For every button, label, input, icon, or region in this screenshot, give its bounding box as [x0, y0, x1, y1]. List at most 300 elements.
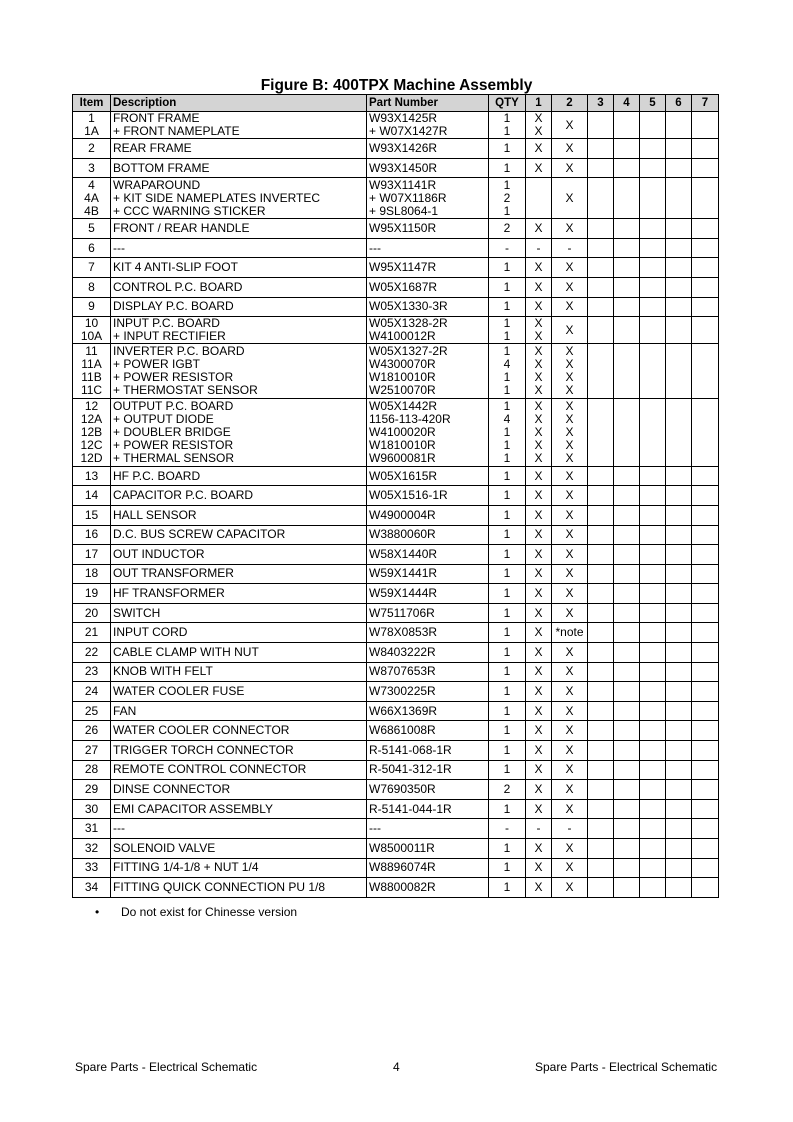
cell-description: WRAPAROUND + KIT SIDE NAMEPLATES INVERTEC + CCC WARNING STICKER [111, 178, 367, 219]
table-row [73, 112, 719, 139]
cell-item: 27 [73, 741, 111, 761]
cell-item: 24 [73, 682, 111, 702]
cell-version-2: X X X X X [552, 398, 588, 466]
cell-description: CABLE CLAMP WITH NUT [111, 643, 367, 663]
cell-part-number: W05X1327-2R W4300070R W1810010R W2510070R [367, 344, 489, 398]
cell-item: 21 [73, 623, 111, 643]
cell-version-3 [588, 643, 614, 663]
cell-qty: 1 [489, 158, 526, 178]
cell-qty: 1 [489, 584, 526, 604]
cell-version-5 [640, 858, 666, 878]
cell-version-5 [640, 878, 666, 898]
cell-part-number: W7690350R [367, 780, 489, 800]
cell-version-7 [692, 466, 719, 486]
page-title: Figure B: 400TPX Machine Assembly [260, 77, 533, 94]
cell-version-2: - [552, 819, 588, 839]
cell-version-7 [692, 701, 719, 721]
table-row [73, 584, 719, 604]
cell-version-2: - [552, 238, 588, 258]
table-row [73, 238, 719, 258]
cell-version-4 [614, 839, 640, 859]
cell-version-4 [614, 178, 640, 219]
header-item: Item [73, 95, 111, 112]
cell-version-7 [692, 178, 719, 219]
cell-item: 8 [73, 277, 111, 297]
cell-version-7 [692, 344, 719, 398]
cell-version-4 [614, 819, 640, 839]
cell-version-6 [666, 799, 692, 819]
cell-item: 4 4A 4B [73, 178, 111, 219]
cell-version-4 [614, 238, 640, 258]
cell-item: 12 12A 12B 12C 12D [73, 398, 111, 466]
cell-version-4 [614, 486, 640, 506]
cell-version-6 [666, 505, 692, 525]
table-row [73, 466, 719, 486]
cell-version-1: X [526, 662, 552, 682]
cell-description: HF TRANSFORMER [111, 584, 367, 604]
cell-item: 34 [73, 878, 111, 898]
cell-part-number: R-5141-044-1R [367, 799, 489, 819]
cell-qty: 1 [489, 466, 526, 486]
cell-version-5 [640, 297, 666, 317]
cell-part-number: W8403222R [367, 643, 489, 663]
header-version-5: 5 [640, 95, 666, 112]
cell-description: BOTTOM FRAME [111, 158, 367, 178]
cell-version-6 [666, 662, 692, 682]
cell-version-3 [588, 564, 614, 584]
cell-part-number: W95X1147R [367, 258, 489, 278]
cell-item: 25 [73, 701, 111, 721]
cell-version-5 [640, 258, 666, 278]
cell-version-7 [692, 741, 719, 761]
cell-item: 13 [73, 466, 111, 486]
cell-version-2: X [552, 258, 588, 278]
cell-version-4 [614, 662, 640, 682]
cell-version-7 [692, 799, 719, 819]
cell-part-number: W78X0853R [367, 623, 489, 643]
cell-version-5 [640, 603, 666, 623]
cell-part-number: W8500011R [367, 839, 489, 859]
cell-version-5 [640, 564, 666, 584]
cell-item: 29 [73, 780, 111, 800]
header-part-number: Part Number [367, 95, 489, 112]
cell-version-3 [588, 112, 614, 139]
cell-version-1: X [526, 258, 552, 278]
table-row [73, 139, 719, 159]
cell-version-1: X [526, 277, 552, 297]
cell-description: OUT INDUCTOR [111, 545, 367, 565]
table-row [73, 819, 719, 839]
cell-version-2: X [552, 799, 588, 819]
cell-qty: 1 [489, 741, 526, 761]
cell-version-1: X [526, 643, 552, 663]
cell-qty: 1 [489, 139, 526, 159]
cell-description: HF P.C. BOARD [111, 466, 367, 486]
cell-version-2: X [552, 780, 588, 800]
cell-part-number: W05X1516-1R [367, 486, 489, 506]
cell-item: 1 1A [73, 112, 111, 139]
cell-part-number: R-5141-068-1R [367, 741, 489, 761]
cell-qty: 1 [489, 721, 526, 741]
cell-version-5 [640, 623, 666, 643]
cell-version-1: X [526, 564, 552, 584]
cell-description: INPUT P.C. BOARD + INPUT RECTIFIER [111, 317, 367, 344]
cell-version-2: *note [552, 623, 588, 643]
cell-version-6 [666, 158, 692, 178]
parts-table [72, 94, 719, 898]
cell-description: OUTPUT P.C. BOARD + OUTPUT DIODE + DOUBLER BRIDGE + POWER RESISTOR + THERMAL SENSOR [111, 398, 367, 466]
cell-version-4 [614, 643, 640, 663]
cell-version-3 [588, 139, 614, 159]
cell-description: WATER COOLER CONNECTOR [111, 721, 367, 741]
cell-item: 17 [73, 545, 111, 565]
cell-version-1: X [526, 466, 552, 486]
cell-version-7 [692, 780, 719, 800]
cell-version-7 [692, 112, 719, 139]
cell-qty: 1 4 1 1 [489, 344, 526, 398]
cell-version-7 [692, 505, 719, 525]
cell-version-7 [692, 486, 719, 506]
cell-item: 33 [73, 858, 111, 878]
cell-version-3 [588, 545, 614, 565]
cell-version-1: X [526, 741, 552, 761]
cell-version-6 [666, 878, 692, 898]
cell-version-6 [666, 701, 692, 721]
cell-version-5 [640, 219, 666, 239]
footnote-text: Do not exist for Chinesse version [121, 905, 298, 919]
cell-qty: 1 [489, 564, 526, 584]
cell-version-5 [640, 525, 666, 545]
cell-qty: 2 [489, 219, 526, 239]
cell-version-6 [666, 219, 692, 239]
cell-version-5 [640, 178, 666, 219]
cell-description: TRIGGER TORCH CONNECTOR [111, 741, 367, 761]
cell-version-4 [614, 112, 640, 139]
cell-description: SOLENOID VALVE [111, 839, 367, 859]
cell-part-number: W05X1442R 1156-113-420R W4100020R W1810010R W9600081R [367, 398, 489, 466]
cell-qty: 1 [489, 682, 526, 702]
cell-description: CAPACITOR P.C. BOARD [111, 486, 367, 506]
cell-version-5 [640, 486, 666, 506]
cell-version-1: X [526, 780, 552, 800]
cell-version-6 [666, 584, 692, 604]
cell-description: --- [111, 238, 367, 258]
cell-version-1: X [526, 682, 552, 702]
table-row [73, 858, 719, 878]
cell-item: 31 [73, 819, 111, 839]
cell-version-4 [614, 623, 640, 643]
cell-description: D.C. BUS SCREW CAPACITOR [111, 525, 367, 545]
cell-qty: 2 [489, 780, 526, 800]
cell-version-1 [526, 178, 552, 219]
cell-version-6 [666, 238, 692, 258]
cell-part-number: W66X1369R [367, 701, 489, 721]
table-row [73, 277, 719, 297]
cell-version-2: X [552, 643, 588, 663]
cell-version-2: X [552, 112, 588, 139]
cell-version-6 [666, 623, 692, 643]
cell-description: DINSE CONNECTOR [111, 780, 367, 800]
cell-version-4 [614, 258, 640, 278]
cell-item: 20 [73, 603, 111, 623]
table-row [73, 878, 719, 898]
cell-version-4 [614, 780, 640, 800]
header-version-3: 3 [588, 95, 614, 112]
cell-version-2: X [552, 760, 588, 780]
cell-item: 28 [73, 760, 111, 780]
cell-part-number: W93X1450R [367, 158, 489, 178]
cell-version-2: X [552, 178, 588, 219]
cell-version-1: X [526, 158, 552, 178]
cell-qty: - [489, 819, 526, 839]
cell-version-3 [588, 662, 614, 682]
cell-version-4 [614, 760, 640, 780]
cell-version-3 [588, 158, 614, 178]
cell-qty: 1 [489, 878, 526, 898]
cell-version-3 [588, 760, 614, 780]
cell-version-3 [588, 858, 614, 878]
header-version-7: 7 [692, 95, 719, 112]
cell-version-3 [588, 819, 614, 839]
cell-version-5 [640, 780, 666, 800]
cell-item: 6 [73, 238, 111, 258]
cell-qty: 1 [489, 760, 526, 780]
table-row [73, 317, 719, 344]
cell-description: FITTING QUICK CONNECTION PU 1/8 [111, 878, 367, 898]
cell-version-1: X [526, 760, 552, 780]
cell-version-1: X [526, 505, 552, 525]
cell-version-6 [666, 858, 692, 878]
cell-version-4 [614, 344, 640, 398]
cell-qty: 1 1 [489, 317, 526, 344]
cell-part-number: R-5041-312-1R [367, 760, 489, 780]
cell-version-3 [588, 878, 614, 898]
cell-version-3 [588, 701, 614, 721]
cell-version-7 [692, 819, 719, 839]
cell-version-4 [614, 741, 640, 761]
cell-description: FRONT / REAR HANDLE [111, 219, 367, 239]
cell-version-6 [666, 525, 692, 545]
table-row [73, 799, 719, 819]
cell-version-1: X [526, 799, 552, 819]
cell-version-7 [692, 662, 719, 682]
header-description: Description [111, 95, 367, 112]
cell-version-5 [640, 662, 666, 682]
cell-version-3 [588, 505, 614, 525]
cell-version-1: X X X X X [526, 398, 552, 466]
table-row [73, 219, 719, 239]
cell-part-number: W95X1150R [367, 219, 489, 239]
table-row [73, 760, 719, 780]
cell-part-number: W05X1687R [367, 277, 489, 297]
cell-version-3 [588, 398, 614, 466]
cell-description: WATER COOLER FUSE [111, 682, 367, 702]
cell-version-5 [640, 682, 666, 702]
cell-version-1: X [526, 219, 552, 239]
cell-description: SWITCH [111, 603, 367, 623]
cell-version-6 [666, 277, 692, 297]
cell-version-2: X [552, 682, 588, 702]
cell-version-5 [640, 643, 666, 663]
cell-version-3 [588, 344, 614, 398]
cell-version-7 [692, 258, 719, 278]
cell-description: FITTING 1/4-1/8 + NUT 1/4 [111, 858, 367, 878]
cell-version-3 [588, 525, 614, 545]
cell-version-6 [666, 760, 692, 780]
cell-description: HALL SENSOR [111, 505, 367, 525]
cell-version-3 [588, 297, 614, 317]
cell-version-2: X [552, 839, 588, 859]
table-row [73, 545, 719, 565]
cell-version-5 [640, 819, 666, 839]
cell-version-5 [640, 545, 666, 565]
cell-version-1: X [526, 139, 552, 159]
table-row [73, 398, 719, 466]
cell-version-3 [588, 741, 614, 761]
table-row [73, 741, 719, 761]
header-version-6: 6 [666, 95, 692, 112]
cell-qty: 1 [489, 623, 526, 643]
cell-version-7 [692, 878, 719, 898]
cell-part-number: W05X1330-3R [367, 297, 489, 317]
cell-qty: 1 [489, 297, 526, 317]
cell-version-6 [666, 721, 692, 741]
table-header-row [73, 95, 719, 112]
cell-version-2: X [552, 158, 588, 178]
table-row [73, 662, 719, 682]
cell-description: INPUT CORD [111, 623, 367, 643]
cell-version-2: X [552, 701, 588, 721]
cell-version-1: X [526, 297, 552, 317]
cell-part-number: W4900004R [367, 505, 489, 525]
cell-item: 14 [73, 486, 111, 506]
cell-version-2: X [552, 858, 588, 878]
cell-version-6 [666, 466, 692, 486]
cell-version-5 [640, 701, 666, 721]
cell-version-3 [588, 178, 614, 219]
cell-version-5 [640, 721, 666, 741]
cell-version-1: X [526, 839, 552, 859]
cell-item: 18 [73, 564, 111, 584]
cell-version-5 [640, 760, 666, 780]
footer-left: Spare Parts - Electrical Schematic [75, 1060, 258, 1074]
cell-version-6 [666, 258, 692, 278]
cell-version-2: X [552, 721, 588, 741]
cell-version-1: - [526, 819, 552, 839]
cell-version-7 [692, 525, 719, 545]
table-row [73, 258, 719, 278]
cell-qty: 1 [489, 643, 526, 663]
cell-description: KIT 4 ANTI-SLIP FOOT [111, 258, 367, 278]
table-row [73, 178, 719, 219]
cell-version-4 [614, 701, 640, 721]
cell-version-6 [666, 839, 692, 859]
cell-part-number: W3880060R [367, 525, 489, 545]
cell-version-2: X [552, 297, 588, 317]
cell-version-3 [588, 277, 614, 297]
cell-version-6 [666, 297, 692, 317]
cell-item: 32 [73, 839, 111, 859]
cell-part-number: W58X1440R [367, 545, 489, 565]
cell-version-5 [640, 398, 666, 466]
cell-part-number: W93X1426R [367, 139, 489, 159]
cell-version-5 [640, 505, 666, 525]
cell-version-2: X [552, 139, 588, 159]
cell-qty: 1 [489, 277, 526, 297]
cell-version-7 [692, 238, 719, 258]
cell-version-2: X [552, 741, 588, 761]
cell-version-2: X [552, 317, 588, 344]
cell-version-6 [666, 317, 692, 344]
cell-version-3 [588, 721, 614, 741]
cell-version-4 [614, 858, 640, 878]
table-row [73, 505, 719, 525]
cell-version-1: X X [526, 317, 552, 344]
cell-version-3 [588, 603, 614, 623]
cell-part-number: W93X1425R + W07X1427R [367, 112, 489, 139]
cell-part-number: W05X1328-2R W4100012R [367, 317, 489, 344]
cell-description: OUT TRANSFORMER [111, 564, 367, 584]
cell-version-1: X [526, 701, 552, 721]
table-row [73, 297, 719, 317]
cell-version-4 [614, 466, 640, 486]
cell-version-7 [692, 545, 719, 565]
cell-version-6 [666, 682, 692, 702]
cell-qty: 1 1 [489, 112, 526, 139]
cell-version-4 [614, 682, 640, 702]
cell-version-7 [692, 398, 719, 466]
footer-right: Spare Parts - Electrical Schematic [535, 1060, 718, 1074]
cell-item: 7 [73, 258, 111, 278]
cell-part-number: W8896074R [367, 858, 489, 878]
cell-item: 2 [73, 139, 111, 159]
cell-part-number: W7511706R [367, 603, 489, 623]
cell-item: 10 10A [73, 317, 111, 344]
table-row [73, 839, 719, 859]
cell-version-2: X [552, 662, 588, 682]
cell-part-number: W6861008R [367, 721, 489, 741]
cell-qty: 1 [489, 258, 526, 278]
cell-description: REMOTE CONTROL CONNECTOR [111, 760, 367, 780]
header-qty: QTY [489, 95, 526, 112]
cell-version-2: X [552, 564, 588, 584]
cell-item: 16 [73, 525, 111, 545]
cell-version-6 [666, 564, 692, 584]
cell-version-3 [588, 486, 614, 506]
cell-qty: 1 [489, 858, 526, 878]
cell-version-2: X [552, 545, 588, 565]
cell-item: 9 [73, 297, 111, 317]
cell-version-7 [692, 603, 719, 623]
cell-version-4 [614, 721, 640, 741]
cell-version-3 [588, 584, 614, 604]
cell-version-4 [614, 603, 640, 623]
cell-version-6 [666, 545, 692, 565]
cell-version-4 [614, 317, 640, 344]
cell-version-6 [666, 603, 692, 623]
cell-version-7 [692, 721, 719, 741]
cell-version-4 [614, 878, 640, 898]
cell-version-7 [692, 584, 719, 604]
cell-version-4 [614, 545, 640, 565]
cell-version-1: X [526, 603, 552, 623]
cell-version-4 [614, 277, 640, 297]
cell-version-2: X [552, 505, 588, 525]
cell-version-7 [692, 219, 719, 239]
table-row [73, 158, 719, 178]
cell-description: DISPLAY P.C. BOARD [111, 297, 367, 317]
cell-version-7 [692, 858, 719, 878]
